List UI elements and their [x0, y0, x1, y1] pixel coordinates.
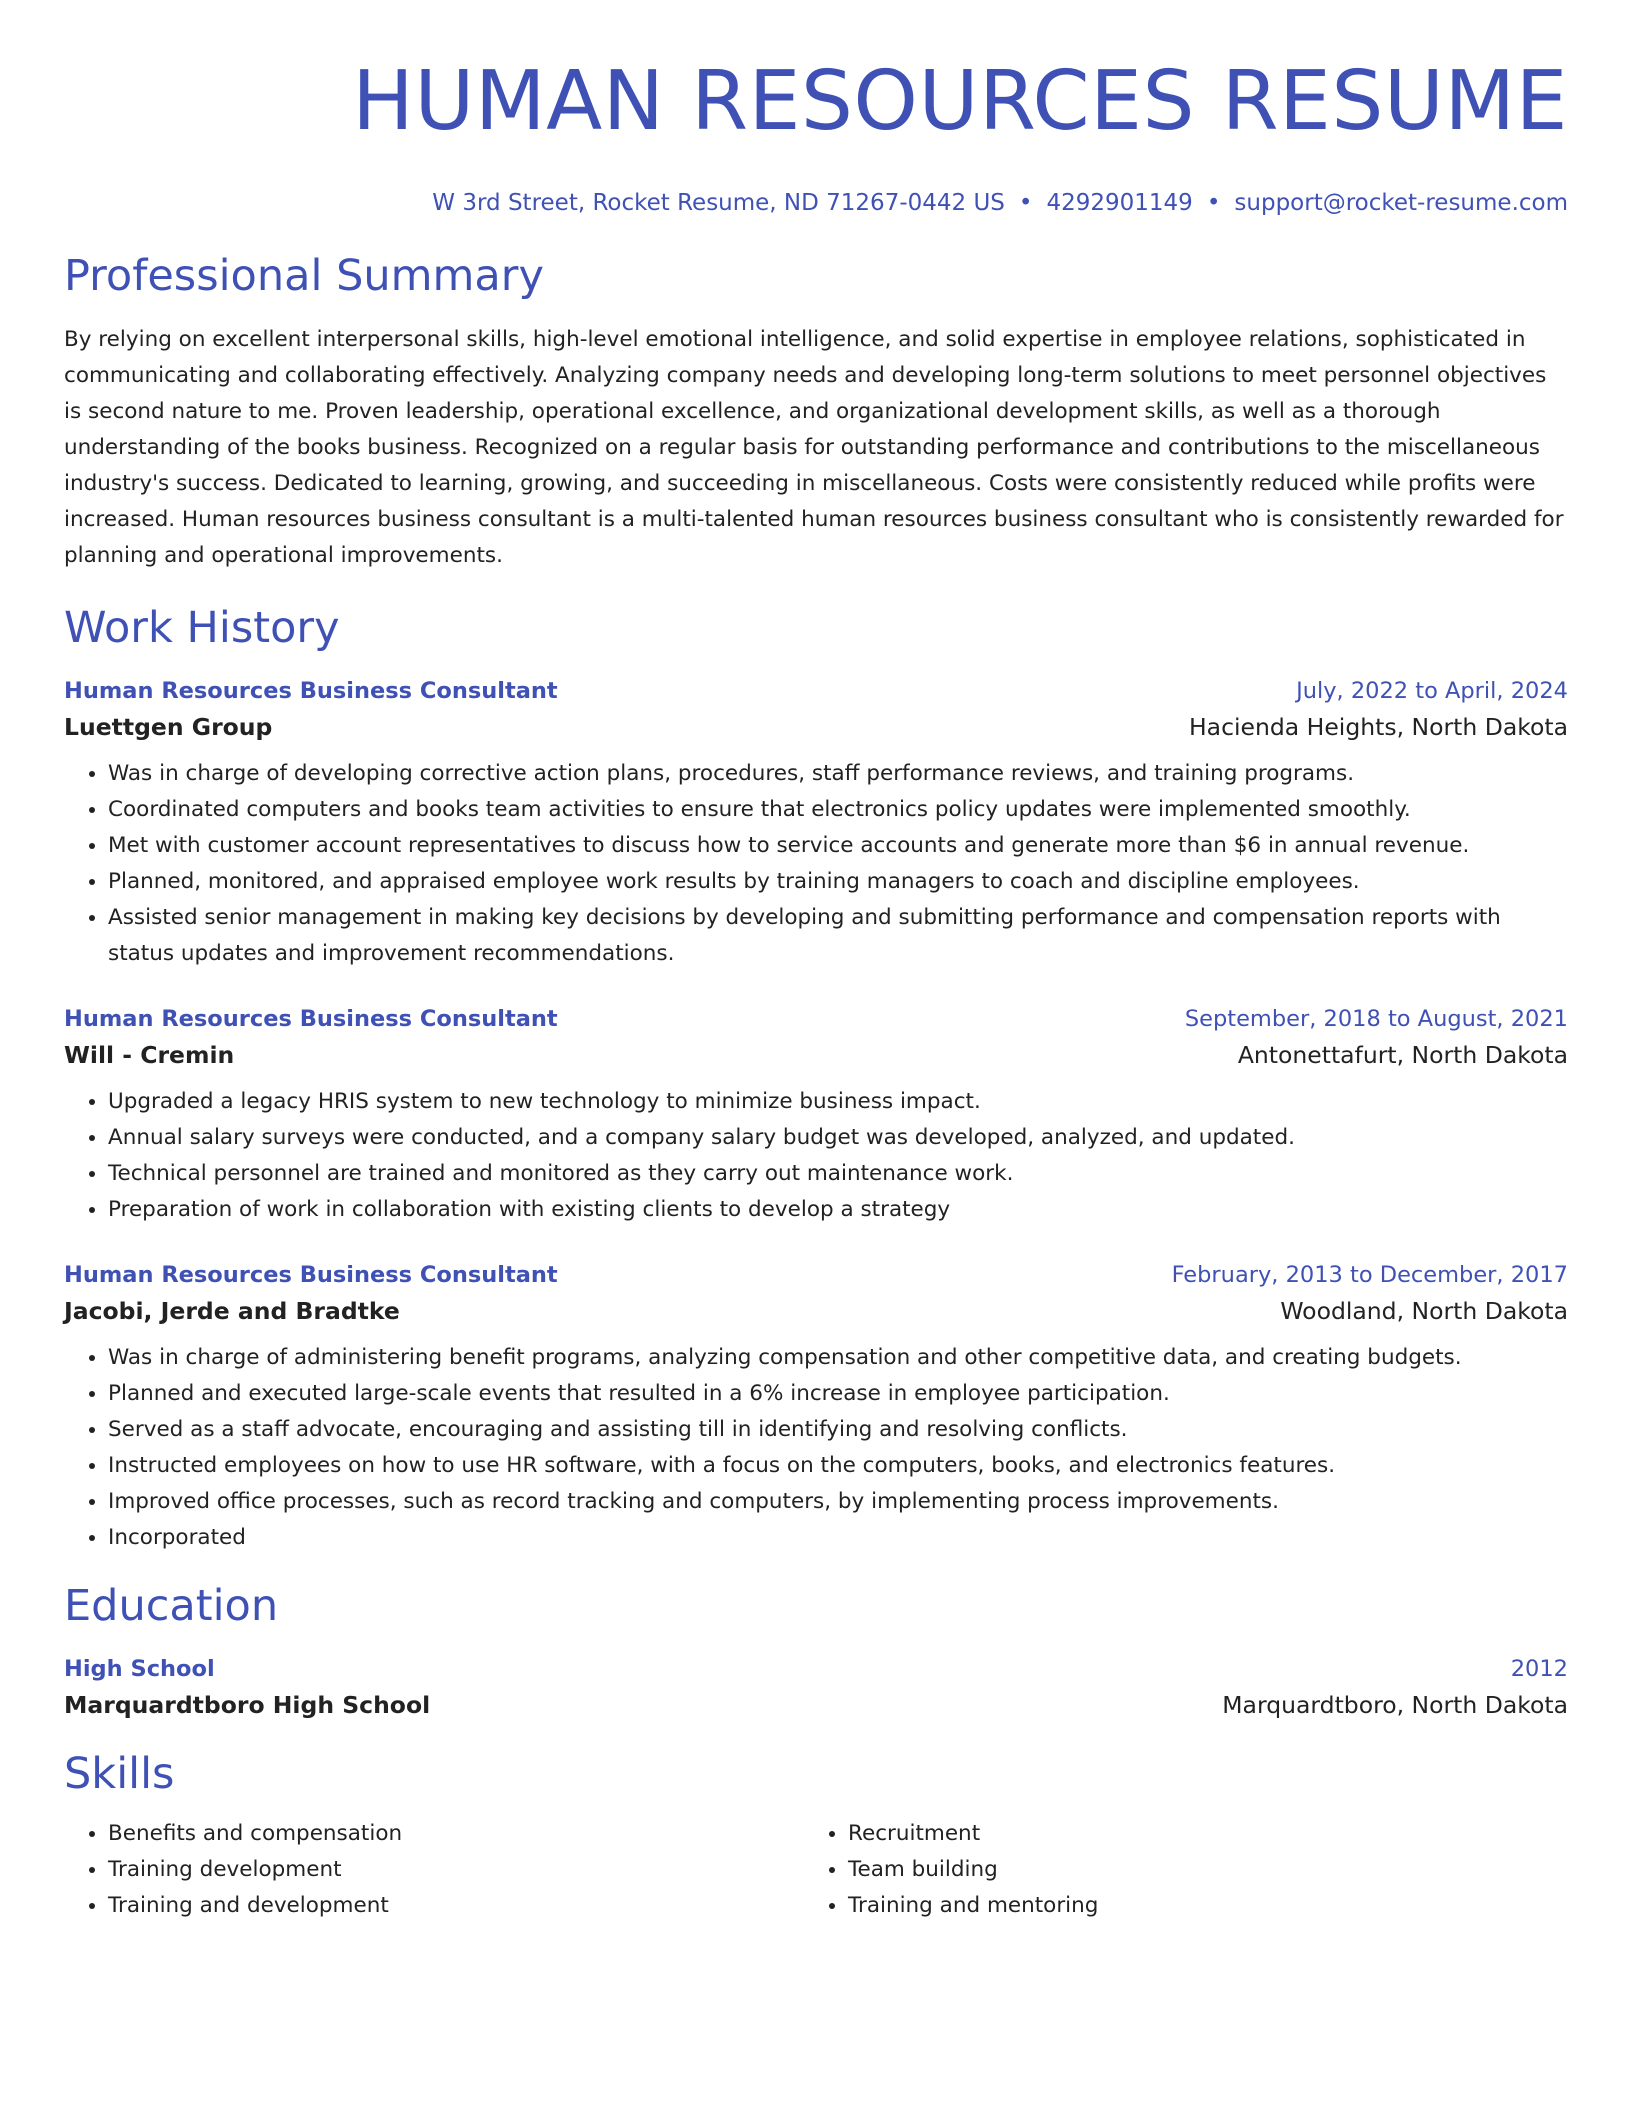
contact-separator: •: [1018, 190, 1033, 216]
company-name: Luettgen Group: [64, 713, 273, 741]
job-dates: February, 2013 to December, 2017: [1171, 1262, 1568, 1288]
phone-text: 4292901149: [1046, 190, 1193, 216]
job-entry: [64, 674, 1568, 972]
job-bullets: [64, 756, 1568, 972]
list-item: • Assisted senior management in making key decisions by developing and submitting performance and compensation reports with status updates and improvement recommendations.: [108, 900, 1568, 972]
education-heading: Education: [64, 1581, 279, 1631]
job-location: Hacienda Heights, North Dakota: [1189, 713, 1568, 741]
list-item: • Incorporated: [108, 1520, 1568, 1556]
skills-column-right: [804, 1816, 1544, 1924]
company-name: Will - Cremin: [64, 1041, 235, 1069]
list-item: • Annual salary surveys were conducted, and a company salary budget was developed, analyzed, and updated.: [108, 1120, 1568, 1156]
summary-text: By relying on excellent interpersonal skills, high-level emotional intelligence, and solid expertise in employee relations, sophisticated in communicating and collaborating effectively. Analyzing company needs and developing long-term solutions to meet personnel objectives is second nature to me. Proven leadership, operational excellence, and organizational development skills, as well as a thorough understanding of the books business. Recognized on a regular basis for outstanding performance and contributions to the miscellaneous industry's success. Dedicated to learning, growing, and succeeding in miscellaneous. Costs were consistently reduced while profits were increased. Human resources business consultant is a multi-talented human resources business consultant who is consistently rewarded for planning and operational improvements.: [64, 327, 1564, 568]
list-item: • Planned, monitored, and appraised employee work results by training managers to coach and discipline employees.: [108, 864, 1568, 900]
job-title: Human Resources Business Consultant: [64, 1006, 558, 1032]
list-item: • Served as a staff advocate, encouraging and assisting till in identifying and resolving conflicts.: [108, 1412, 1568, 1448]
skill-item: • Training and mentoring: [848, 1888, 1544, 1924]
list-item: • Technical personnel are trained and monitored as they carry out maintenance work.: [108, 1156, 1568, 1192]
email-link[interactable]: support@rocket-resume.com: [1234, 190, 1568, 216]
company-name: Jacobi, Jerde and Bradtke: [64, 1297, 400, 1325]
list-item: • Met with customer account representatives to discuss how to service accounts and generate more than $6 in annual revenue.: [108, 828, 1568, 864]
contact-separator: •: [1206, 190, 1221, 216]
work-history-heading: Work History: [64, 603, 340, 653]
job-dates: September, 2018 to August, 2021: [1184, 1006, 1568, 1032]
skills-list: [64, 1816, 1568, 1924]
job-entry: [64, 1002, 1568, 1228]
list-item: • Planned and executed large-scale events that resulted in a 6% increase in employee participation.: [108, 1376, 1568, 1412]
school-name: Marquardtboro High School: [64, 1691, 431, 1719]
skills-column-left: [64, 1816, 804, 1924]
skill-item: • Team building: [848, 1852, 1544, 1888]
list-item: • Instructed employees on how to use HR software, with a focus on the computers, books, and electronics features.: [108, 1448, 1568, 1484]
list-item: • Improved office processes, such as record tracking and computers, by implementing process improvements.: [108, 1484, 1568, 1520]
list-item: • Preparation of work in collaboration with existing clients to develop a strategy: [108, 1192, 1568, 1228]
degree-title: High School: [64, 1656, 215, 1682]
list-item: • Was in charge of administering benefit programs, analyzing compensation and other competitive data, and creating budgets.: [108, 1340, 1568, 1376]
skills-heading: Skills: [64, 1749, 175, 1799]
job-title: Human Resources Business Consultant: [64, 678, 558, 704]
contact-line: [64, 188, 1568, 218]
skill-item: • Benefits and compensation: [108, 1816, 804, 1852]
summary-heading: Professional Summary: [64, 251, 544, 301]
skill-item: • Training development: [108, 1852, 804, 1888]
resume-title: HUMAN RESOURCES RESUME: [352, 54, 1568, 149]
education-year: 2012: [1510, 1656, 1568, 1682]
job-title: Human Resources Business Consultant: [64, 1262, 558, 1288]
job-bullets: [64, 1340, 1568, 1556]
job-location: Woodland, North Dakota: [1280, 1297, 1568, 1325]
job-location: Antonettafurt, North Dakota: [1237, 1041, 1568, 1069]
list-item: • Upgraded a legacy HRIS system to new technology to minimize business impact.: [108, 1084, 1568, 1120]
list-item: • Coordinated computers and books team activities to ensure that electronics policy updates were implemented smoothly.: [108, 792, 1568, 828]
address-text: W 3rd Street, Rocket Resume, ND 71267-0442 US: [432, 190, 1005, 216]
education-entry: [64, 1652, 1568, 1724]
list-item: • Was in charge of developing corrective action plans, procedures, staff performance reviews, and training programs.: [108, 756, 1568, 792]
skill-item: • Training and development: [108, 1888, 804, 1924]
job-dates: July, 2022 to April, 2024: [1296, 678, 1568, 704]
job-bullets: [64, 1084, 1568, 1228]
skill-item: • Recruitment: [848, 1816, 1544, 1852]
school-location: Marquardtboro, North Dakota: [1222, 1691, 1568, 1719]
job-entry: [64, 1258, 1568, 1556]
